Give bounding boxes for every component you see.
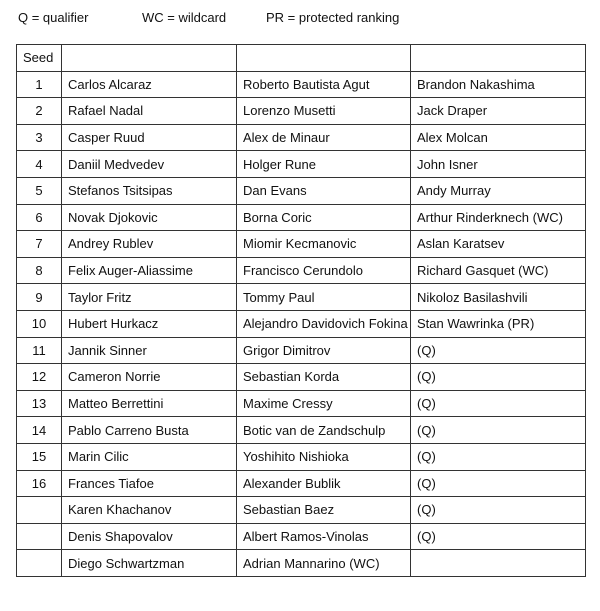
table-row (17, 550, 586, 577)
header-row (17, 45, 586, 72)
player-cell-col1: Pablo Carreno Busta (62, 417, 237, 444)
column-header-3 (411, 45, 586, 72)
player-cell-col3: (Q) (411, 470, 586, 497)
seed-cell: 2 (17, 98, 62, 125)
legend-wildcard: WC = wildcard (142, 10, 227, 25)
table-row (17, 151, 586, 178)
player-cell-col3: John Isner (411, 151, 586, 178)
table-row (17, 443, 586, 470)
player-cell-col1: Hubert Hurkacz (62, 310, 237, 337)
seed-cell: 5 (17, 177, 62, 204)
table-row (17, 470, 586, 497)
table-row (17, 177, 586, 204)
legend-protected-ranking: PR = protected ranking (266, 10, 400, 25)
player-cell-col2: Sebastian Korda (237, 364, 411, 391)
player-cell-col2: Francisco Cerundolo (237, 257, 411, 284)
player-cell-col3: (Q) (411, 523, 586, 550)
player-cell-col2: Sebastian Baez (237, 497, 411, 524)
table-row (17, 98, 586, 125)
seed-cell: 16 (17, 470, 62, 497)
table-row (17, 390, 586, 417)
player-cell-col3: Brandon Nakashima (411, 71, 586, 98)
player-cell-col1: Cameron Norrie (62, 364, 237, 391)
seed-cell: 6 (17, 204, 62, 231)
player-cell-col3: Nikoloz Basilashvili (411, 284, 586, 311)
seed-cell: 15 (17, 443, 62, 470)
player-cell-col3 (411, 550, 586, 577)
table-row (17, 204, 586, 231)
player-cell-col1: Carlos Alcaraz (62, 71, 237, 98)
player-cell-col1: Stefanos Tsitsipas (62, 177, 237, 204)
player-cell-col3: (Q) (411, 497, 586, 524)
player-cell-col3: (Q) (411, 443, 586, 470)
player-cell-col2: Grigor Dimitrov (237, 337, 411, 364)
player-cell-col3: (Q) (411, 337, 586, 364)
legend-qualifier: Q = qualifier (18, 10, 89, 25)
player-cell-col1: Marin Cilic (62, 443, 237, 470)
seed-cell: 4 (17, 151, 62, 178)
player-cell-col2: Albert Ramos-Vinolas (237, 523, 411, 550)
player-cell-col2: Holger Rune (237, 151, 411, 178)
seed-cell: 1 (17, 71, 62, 98)
player-cell-col3: Jack Draper (411, 98, 586, 125)
player-cell-col2: Botic van de Zandschulp (237, 417, 411, 444)
player-cell-col1: Casper Ruud (62, 124, 237, 151)
table-row (17, 124, 586, 151)
player-cell-col2: Maxime Cressy (237, 390, 411, 417)
seed-cell: 7 (17, 231, 62, 258)
seed-cell (17, 497, 62, 524)
table-row (17, 310, 586, 337)
player-cell-col1: Diego Schwartzman (62, 550, 237, 577)
table-row (17, 364, 586, 391)
seed-cell: 13 (17, 390, 62, 417)
column-header-1 (62, 45, 237, 72)
column-header-2 (237, 45, 411, 72)
player-cell-col1: Matteo Berrettini (62, 390, 237, 417)
table-row (17, 523, 586, 550)
player-cell-col2: Tommy Paul (237, 284, 411, 311)
player-cell-col3: Andy Murray (411, 177, 586, 204)
player-cell-col1: Taylor Fritz (62, 284, 237, 311)
player-cell-col3: (Q) (411, 390, 586, 417)
player-cell-col1: Novak Djokovic (62, 204, 237, 231)
seed-cell (17, 523, 62, 550)
table-row (17, 71, 586, 98)
table-row (17, 257, 586, 284)
player-cell-col3: Arthur Rinderknech (WC) (411, 204, 586, 231)
player-cell-col2: Miomir Kecmanovic (237, 231, 411, 258)
player-cell-col2: Alejandro Davidovich Fokina (237, 310, 411, 337)
legend (18, 10, 578, 28)
seed-cell (17, 550, 62, 577)
player-cell-col3: Alex Molcan (411, 124, 586, 151)
player-cell-col2: Dan Evans (237, 177, 411, 204)
seed-cell: 10 (17, 310, 62, 337)
table-row (17, 417, 586, 444)
player-cell-col2: Borna Coric (237, 204, 411, 231)
player-cell-col3: Richard Gasquet (WC) (411, 257, 586, 284)
seed-cell: 11 (17, 337, 62, 364)
table-row (17, 284, 586, 311)
seed-cell: 8 (17, 257, 62, 284)
player-cell-col1: Karen Khachanov (62, 497, 237, 524)
player-cell-col1: Daniil Medvedev (62, 151, 237, 178)
player-cell-col2: Adrian Mannarino (WC) (237, 550, 411, 577)
player-cell-col3: Aslan Karatsev (411, 231, 586, 258)
player-cell-col1: Denis Shapovalov (62, 523, 237, 550)
player-cell-col1: Felix Auger-Aliassime (62, 257, 237, 284)
player-cell-col3: Stan Wawrinka (PR) (411, 310, 586, 337)
player-cell-col3: (Q) (411, 364, 586, 391)
seed-cell: 12 (17, 364, 62, 391)
table-row (17, 497, 586, 524)
player-table-body (17, 45, 586, 577)
player-cell-col1: Frances Tiafoe (62, 470, 237, 497)
player-cell-col1: Andrey Rublev (62, 231, 237, 258)
seed-cell: 3 (17, 124, 62, 151)
table-row (17, 337, 586, 364)
player-cell-col2: Lorenzo Musetti (237, 98, 411, 125)
player-cell-col1: Jannik Sinner (62, 337, 237, 364)
player-cell-col2: Roberto Bautista Agut (237, 71, 411, 98)
player-cell-col2: Alex de Minaur (237, 124, 411, 151)
player-cell-col2: Alexander Bublik (237, 470, 411, 497)
player-cell-col2: Yoshihito Nishioka (237, 443, 411, 470)
seed-header: Seed (17, 45, 62, 72)
table-row (17, 231, 586, 258)
player-cell-col1: Rafael Nadal (62, 98, 237, 125)
player-table (16, 44, 586, 577)
seed-cell: 14 (17, 417, 62, 444)
seed-cell: 9 (17, 284, 62, 311)
player-cell-col3: (Q) (411, 417, 586, 444)
